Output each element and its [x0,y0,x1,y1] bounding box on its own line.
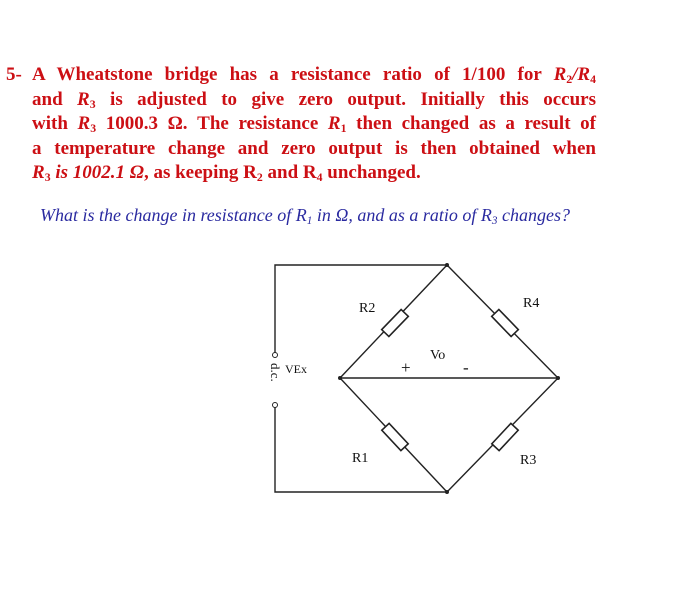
problem-number: 5- [6,64,22,85]
resistor-r1 [382,423,408,450]
wheatstone-bridge-diagram [255,255,605,515]
label-minus: - [463,358,469,377]
problem-statement [6,63,596,186]
terminal-bottom [273,403,278,408]
source-bottom-wire [275,405,447,492]
label-r1: R1 [352,451,369,466]
label-r3: R3 [520,453,537,468]
label-vex: VEx [285,362,307,376]
node-top [445,263,449,267]
label-vo: Vo [430,348,446,363]
question-text: What is the change in resistance of $R_1$ in Ω, and as a ratio of $R_3$ changes? [40,205,570,227]
resistor-r4 [492,309,519,336]
label-plus: + [401,358,411,377]
problem-line-5: $R_3$ is 1002.1 Ω, as keeping $R_2$ and $R_4$ unchanged. [32,162,421,184]
node-left [338,376,342,380]
resistor-r3 [492,423,518,450]
resistor-r2 [382,309,409,336]
problem-line-3: with $R_3$ 1000.3 Ω. The resistance $R_1$ then changed as a result of [32,113,596,135]
terminal-top [273,353,278,358]
problem-line-2: and $R_3$ is adjusted to give zero output. Initially this occurs [32,88,596,111]
label-r2: R2 [359,301,376,316]
problem-line-4: a temperature change and zero output is then obtained when [32,137,596,159]
node-bottom [445,490,449,494]
label-dc: d.c. [268,363,283,382]
node-right [556,376,560,380]
label-r4: R4 [523,296,540,311]
problem-line-1: A Wheatstone bridge has a resistance ratio of 1/100 for $R_2/R_4$ [32,64,596,86]
